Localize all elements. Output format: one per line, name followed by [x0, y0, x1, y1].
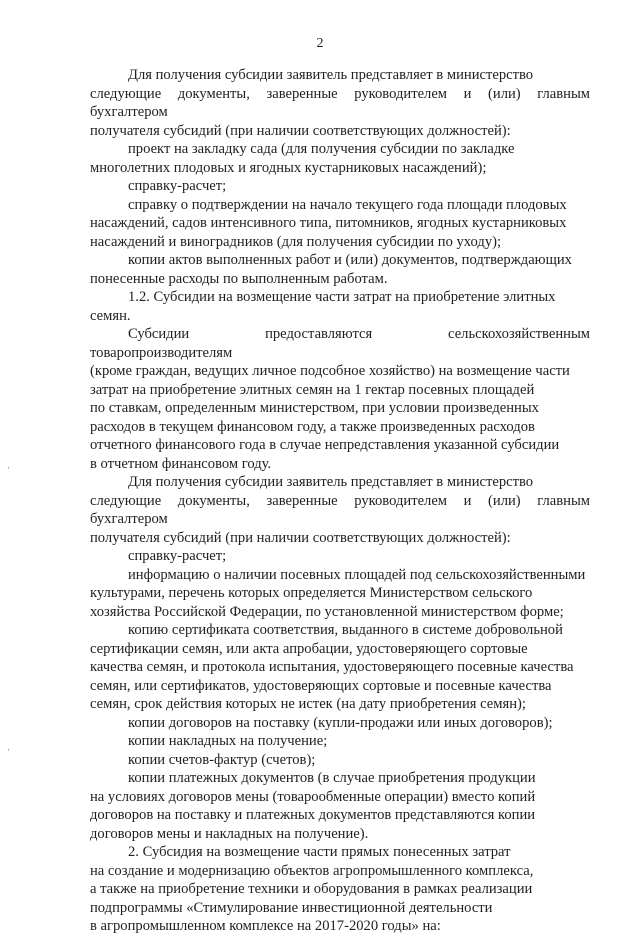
paragraph-payment-documents: копии платежных документов (в случае приобретения продукции на условиях договоров мены (товарообменные операции) вместо копий договоров на поставку и платежных документов представляются копии договоров мены и накладных на получение). [90, 770, 536, 842]
paragraph-calculation-note-2: справку-расчет; [128, 548, 227, 564]
section-1-2-heading: 1.2. Субсидии на возмещение части затрат на приобретение элитных семян. [90, 289, 556, 324]
paragraph-supply-contracts: копии договоров на поставку (купли-продажи или иных договоров); [128, 714, 553, 731]
paragraph-garden-project: проект на закладку сада (для получения субсидии по закладке многолетних плодовых и ягодных кустарниковых насаждений); [90, 141, 515, 176]
paragraph-seed-certificate: копию сертификата соответствия, выданного в системе добровольной сертификации семян, или акта апробации, удостоверяющего сортовые качества семян, и протокола испытания, удостоверяющего посевные качества семян, или сертификатов, удостоверяющих сортовые и посевные качества семян, срок действия которых не истек (на дату приобретения семян); [90, 622, 574, 712]
paragraph-invoices: копии счетов-фактур (счетов); [128, 751, 316, 768]
paragraph-documents-intro: Для получения субсидии заявитель представляет в министерство следующие документы, заверенные руководителем и (или) главным бухгалтером получателя субсидий (при наличии соответствующих должностей): [90, 67, 590, 139]
scan-speck-mark: ˌ [7, 458, 11, 469]
paragraph-sown-area-info: информацию о наличии посевных площадей под сельскохозяйственными культурами, перечень которых определяется Министерством сельского хозяйства Российской Федерации, по установленной министерством форме; [90, 566, 586, 620]
paragraph-calculation-note: справку-расчет; [128, 178, 227, 194]
paragraph-work-acts: копии актов выполненных работ и (или) документов, подтверждающих понесенные расходы по выполненным работам. [90, 252, 572, 287]
scan-speck-mark: ˌ [7, 740, 11, 751]
paragraph-subsidy-conditions: Субсидии предоставляются сельскохозяйственным товаропроизводителям (кроме граждан, ведущих личное подсобное хозяйство) на возмещение части затрат на приобретение элитных семян на 1 гектар посевных площадей по ставкам, определенным министерством, при условии произведенных расходов в текущем финансовом году, а также произведенных расходов отчетного финансового года в случае непредставления указанной субсидии в отчетном финансовом году. [90, 326, 590, 472]
document-body [90, 66, 590, 936]
page-number: 2 [316, 36, 324, 51]
paragraph-area-certificate: справку о подтверждении на начало текущего года площади плодовых насаждений, садов интенсивного типа, питомников, ягодных кустарниковых насаждений и виноградников (для получения субсидии по уходу); [90, 196, 567, 250]
section-2-heading: 2. Субсидия на возмещение части прямых понесенных затрат на создание и модернизацию объектов агропромышленного комплекса, а также на приобретение техники и оборудования в рамках реализации подпрограммы «Стимулирование инвестиционной деятельности в агропромышленном комплексе на 2017-2020 годы» на: [90, 844, 534, 934]
paragraph-documents-intro-2: Для получения субсидии заявитель представляет в министерство следующие документы, заверенные руководителем и (или) главным бухгалтером получателя субсидий (при наличии соответствующих должностей): [90, 474, 590, 546]
paragraph-waybills: копии накладных на получение; [128, 733, 328, 749]
